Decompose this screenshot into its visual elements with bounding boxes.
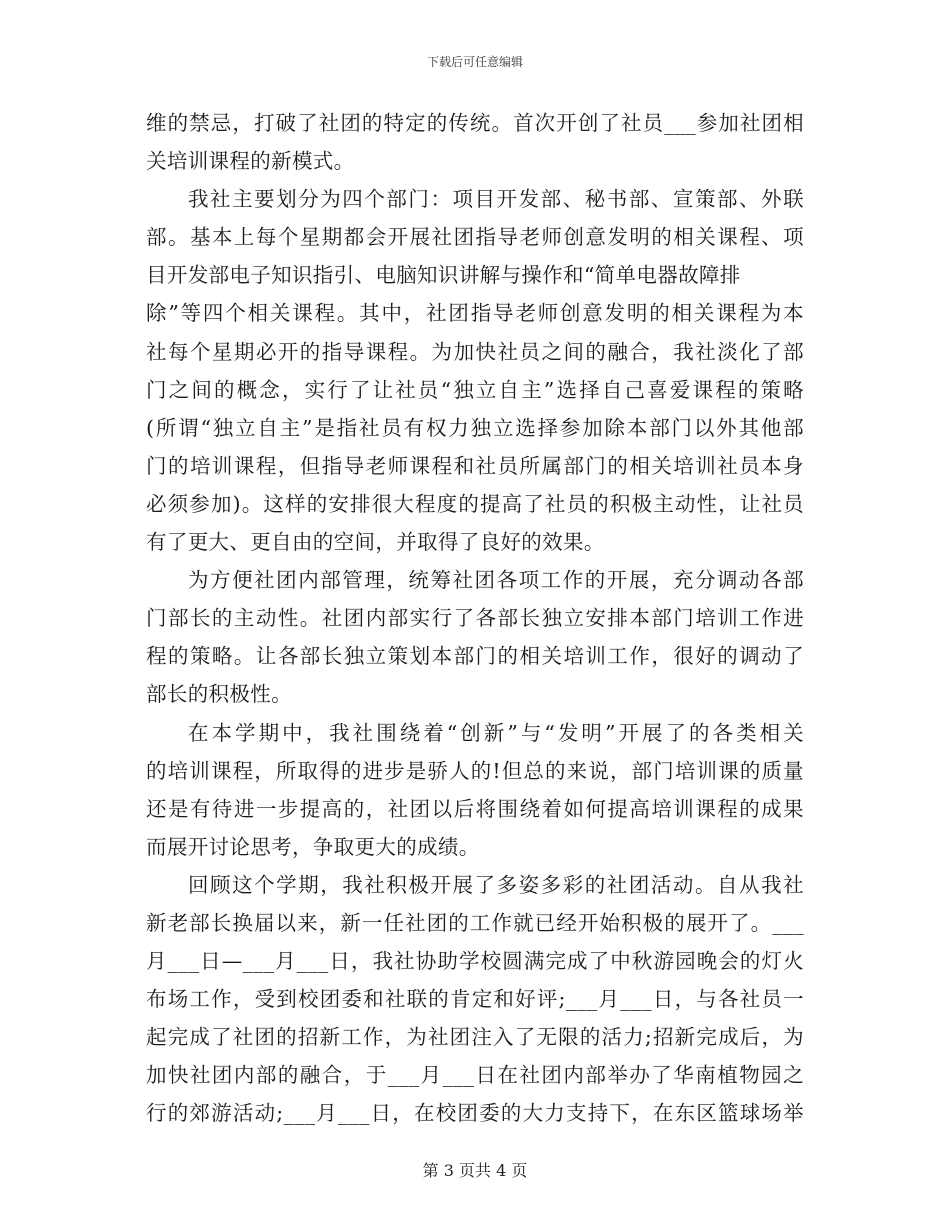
text-line: 程的策略。让各部长独立策划本部门的相关培训工作，很好的调动了 <box>146 644 804 669</box>
text-line: 门部长的主动性。社团内部实行了各部长独立安排本部门培训工作进 <box>146 606 804 631</box>
text-line: 的培训课程，所取得的进步是骄人的!但总的来说，部门培训课的质量 <box>146 758 804 783</box>
page-footer: 第 3 页共 4 页 <box>422 1161 528 1180</box>
text-line: (所谓“独立自主”是指社员有权力独立选择参加除本部门以外其他部 <box>146 415 804 440</box>
text-line: 目开发部电子知识指引、电脑知识讲解与操作和“简单电器故障排 <box>146 263 741 288</box>
text-line: 维的禁忌，打破了社团的特定的传统。首次开创了社员___参加社团相 <box>146 111 804 135</box>
text-line: 月___日—___月___日，我社协助学校圆满完成了中秋游园晚会的灯火 <box>146 949 804 974</box>
text-line: 而展开讨论思考，争取更大的成绩。 <box>146 834 480 859</box>
text-line: 必须参加)。这样的安排很大程度的提高了社员的积极主动性，让社员 <box>146 491 804 516</box>
text-line: 还是有待进一步提高的，社团以后将围绕着如何提高培训课程的成果 <box>146 796 804 821</box>
text-line: 有了更大、更自由的空间，并取得了良好的效果。 <box>146 530 605 555</box>
text-line: 我社主要划分为四个部门：项目开发部、秘书部、宣策部、外联 <box>188 187 804 212</box>
text-line: 门之间的概念，实行了让社员“独立自主”选择自己喜爱课程的策略 <box>146 377 804 402</box>
text-line: 门的培训课程，但指导老师课程和社员所属部门的相关培训社员本身 <box>146 453 804 478</box>
text-line: 加快社团内部的融合，于___月___日在社团内部举办了华南植物园之 <box>146 1063 804 1088</box>
text-line: 回顾这个学期，我社积极开展了多姿多彩的社团活动。自从我社 <box>188 872 804 897</box>
document-body <box>146 104 804 1133</box>
text-line: 起完成了社团的招新工作，为社团注入了无限的活力;招新完成后，为 <box>146 1025 804 1050</box>
text-line: 新老部长换届以来，新一任社团的工作就已经开始积极的展开了。___ <box>146 910 804 935</box>
text-line: 布场工作，受到校团委和社联的肯定和好评;___月___日，与各社员一 <box>146 987 804 1012</box>
text-line: 部长的积极性。 <box>146 682 292 707</box>
text-line: 行的郊游活动;___月___日，在校团委的大力支持下，在东区篮球场举 <box>146 1101 804 1126</box>
text-line: 部。基本上每个星期都会开展社团指导老师创意发明的相关课程、项 <box>146 225 804 250</box>
text-line: 关培训课程的新模式。 <box>146 149 355 174</box>
text-line: 除”等四个相关课程。其中，社团指导老师创意发明的相关课程为本 <box>146 301 804 326</box>
text-line: 在本学期中，我社围绕着“创新”与“发明”开展了的各类相关 <box>188 720 804 745</box>
text-line: 为方便社团内部管理，统筹社团各项工作的开展，充分调动各部 <box>188 568 804 593</box>
text-line: 社每个星期必开的指导课程。为加快社员之间的融合，我社淡化了部 <box>146 339 804 364</box>
page-header: 下载后可任意编辑 <box>426 55 523 69</box>
